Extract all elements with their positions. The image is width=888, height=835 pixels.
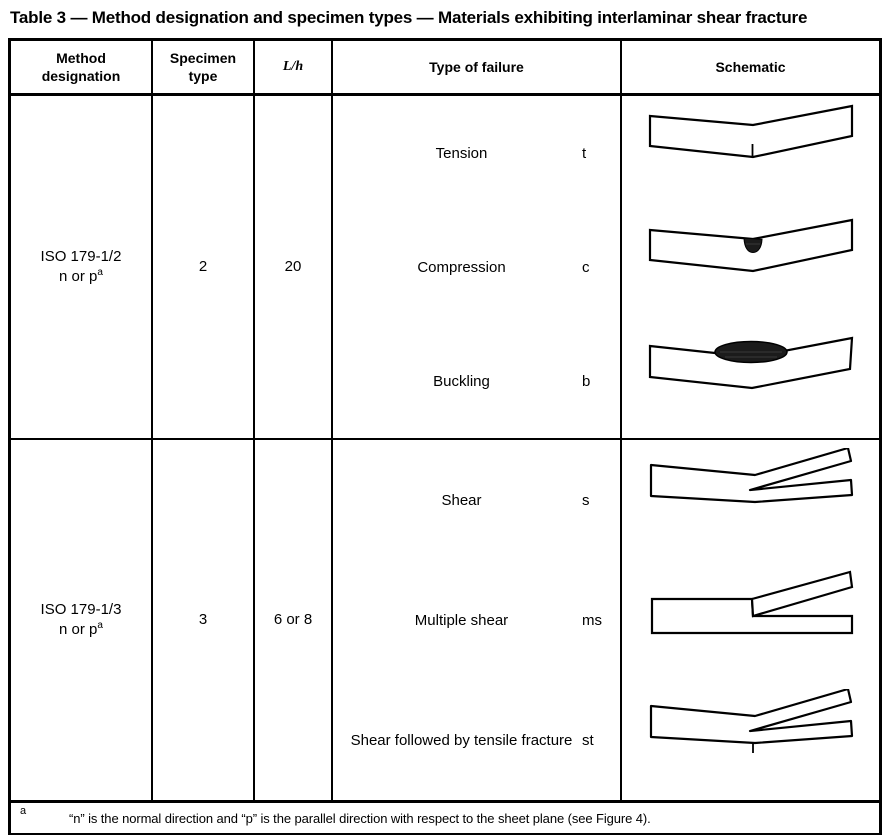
failure-row-shear-tensile: [333, 680, 620, 800]
header-l-over-h: L/h: [255, 41, 333, 93]
bent-bar-with-bottom-crack-icon: [645, 104, 857, 166]
header-specimen-type: Specimen type: [153, 41, 255, 93]
failure-label: Shear: [441, 491, 482, 509]
footnote-ref: a: [97, 267, 103, 278]
forked-split-bar-bottom-crack-icon: [645, 689, 857, 755]
schematic-compression: [622, 210, 879, 324]
failure-code: b: [582, 372, 591, 390]
header-method-designation: Method designation: [11, 41, 153, 93]
specimen-type-cell: 3: [153, 440, 255, 800]
schematics-cell: [622, 440, 879, 800]
schematic-shear-tensile: [622, 678, 879, 800]
schematic-multiple-shear: [622, 559, 879, 678]
method-designation-cell: [11, 96, 153, 438]
table-row-iso-179-1-3: [11, 440, 879, 800]
table-title: Table 3 — Method designation and specimen types — Materials exhibiting interlaminar shear fracture: [10, 8, 808, 27]
table-row-iso-179-1-2: [11, 96, 879, 440]
footnote-text: “n” is the normal direction and “p” is the parallel direction with respect to the sheet plane (see Figure 4).: [69, 810, 651, 826]
failure-label: Tension: [435, 144, 488, 162]
method-direction: n or $p^a$: [59, 267, 103, 285]
schematics-cell: [622, 96, 879, 438]
schematic-shear: [622, 440, 879, 559]
specimen-type-cell: 2: [153, 96, 255, 438]
failure-code: s: [582, 491, 590, 509]
failure-row-tension: [333, 96, 620, 210]
failure-label: Shear followed by tensile fracture: [350, 731, 573, 749]
failure-label: Multiple shear: [414, 611, 509, 629]
failure-code: st: [582, 731, 594, 749]
schematic-buckling: [622, 324, 879, 438]
bent-bar-with-top-notch-icon: [645, 218, 857, 280]
schematic-tension: [622, 96, 879, 210]
bent-bar-with-dark-lens-icon: [645, 332, 857, 394]
failure-row-buckling: [333, 324, 620, 438]
failure-code: t: [582, 144, 587, 162]
l-over-h-cell: 6 or 8: [255, 440, 333, 800]
method-designation: ISO 179-1/2: [40, 247, 122, 265]
table-header-row: [11, 41, 879, 96]
header-schematic: Schematic: [715, 58, 786, 75]
footnote-row: [11, 800, 879, 833]
method-direction: n or $p^a$: [59, 620, 103, 638]
failure-types-cell: [333, 440, 622, 800]
table: [8, 38, 882, 835]
footnote-marker: a: [20, 805, 27, 817]
forked-split-bar-icon: [645, 448, 857, 510]
failure-row-multiple-shear: [333, 560, 620, 680]
failure-row-compression: [333, 210, 620, 324]
method-designation-cell: [11, 440, 153, 800]
failure-code: c: [582, 258, 590, 276]
l-over-h-cell: 20: [255, 96, 333, 438]
failure-code: ms: [582, 611, 602, 629]
failure-row-shear: [333, 440, 620, 560]
footnote-ref: a: [97, 620, 103, 631]
failure-label: Compression: [417, 258, 506, 276]
method-designation: ISO 179-1/3: [40, 600, 122, 618]
failure-types-cell: [333, 96, 622, 438]
failure-label: Buckling: [433, 372, 490, 390]
flat-bar-delamination-icon: [645, 567, 857, 637]
header-type-of-failure: Type of failure: [333, 41, 622, 93]
